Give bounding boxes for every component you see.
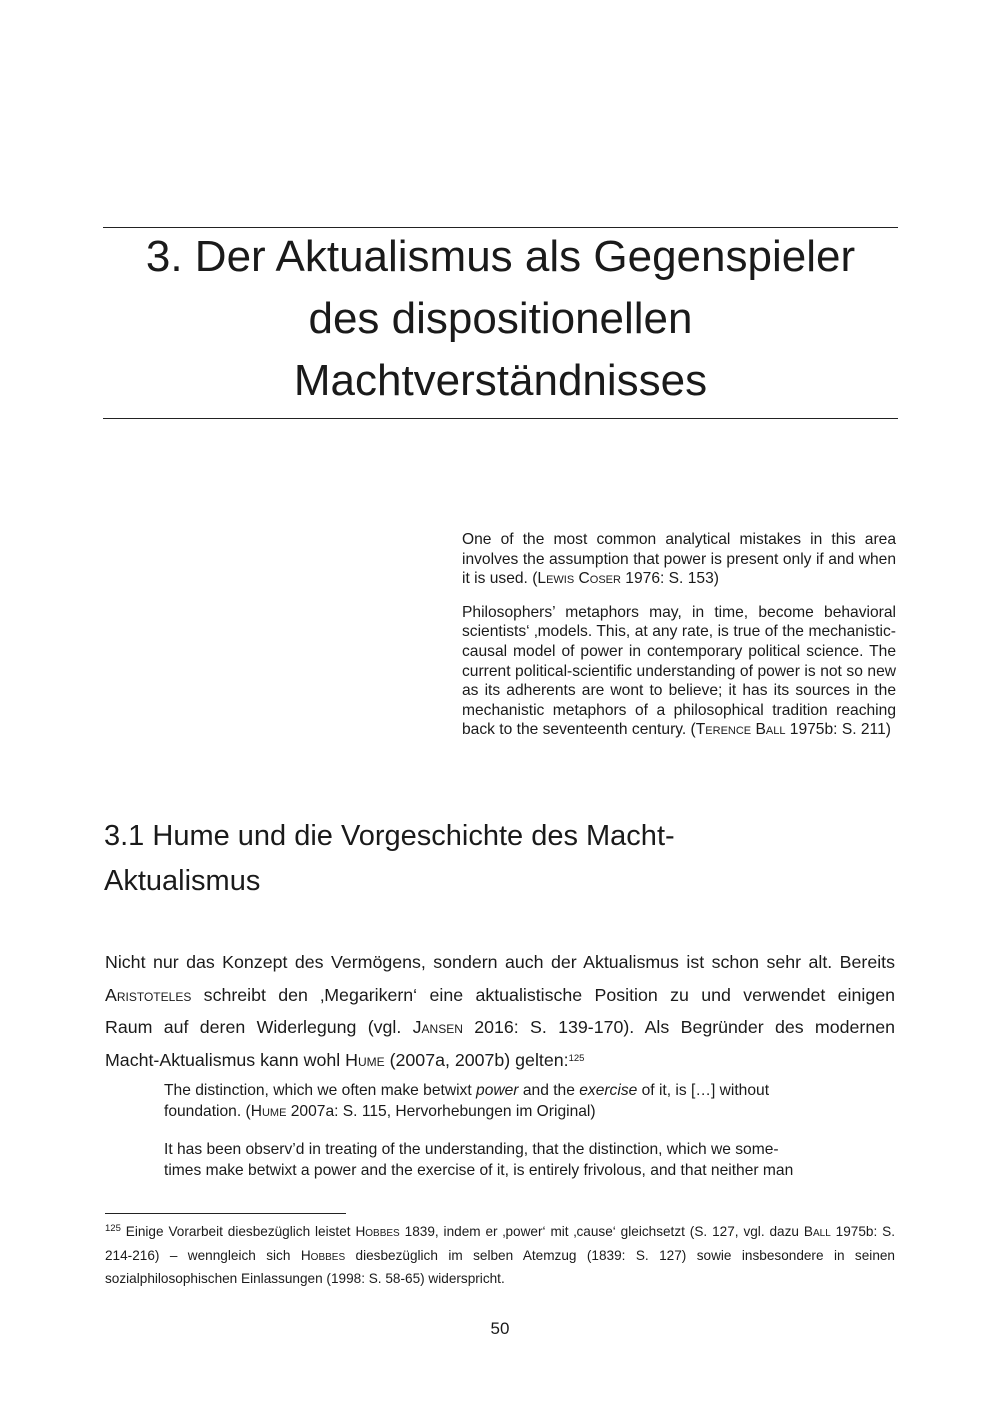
chapter-title-line: 3. Der Aktualismus als Gegenspieler [145, 232, 856, 281]
quote-text-run: and the [518, 1082, 580, 1099]
block-quote-hume-1 [164, 1081, 836, 1122]
footnote-text-run: Einige Vorarbeit diesbezüglich leistet [120, 1224, 356, 1239]
body-line [105, 1011, 895, 1044]
body-text-run: Macht-Aktualismus kann wohl [105, 1049, 346, 1070]
author-name: Hume [250, 1102, 287, 1120]
body-text-run: schreibt den ‚Megarikern‘ eine aktualistische Position zu und verwendet einigen [191, 984, 895, 1005]
epigraph-coser [462, 530, 896, 589]
body-text-run: Raum auf deren Widerlegung (vgl. [105, 1017, 413, 1037]
epigraphs [462, 530, 896, 754]
chapter-bottom-rule [103, 418, 898, 419]
epigraph-quote: One of the most common analytical mistakes in this area involves the assumption that power is present only if and when it is used. ( [462, 531, 896, 588]
quote-text-run: The distinction, which we often make betwixt [164, 1082, 477, 1099]
body-text-run: Nicht nur das Konzept des Vermögens, sondern auch der Aktualismus ist schon sehr alt. Bereits [105, 952, 895, 972]
page-number: 50 [490, 1319, 510, 1338]
body-text-run: (2007a, 2007b) gelten: [384, 1049, 569, 1070]
footnote-text-run: 1975b: S. 214-216) – wenngleich sich [105, 1224, 895, 1263]
quote-text-run: of it, is […] without foundation. ( [164, 1082, 770, 1120]
epigraph-author: Terence Ball [695, 721, 786, 739]
footnote-text-run: 1839, indem er ‚power‘ mit ‚cause‘ gleichsetzt (S. 127, vgl. dazu [399, 1224, 804, 1239]
body-text-run: 2016: S. 139-170). Als Begründer des modernen [462, 1017, 895, 1037]
quote-text-run: 2007a: S. 115, Hervorhebungen im Original) [286, 1102, 596, 1120]
epigraph-ball [462, 603, 896, 740]
quote-line: It has been observ’d in treating of the understanding, that the distinction, which we some- [164, 1141, 779, 1158]
footnote-number: 125 [105, 1223, 121, 1234]
section-title-line: Aktualismus [104, 865, 261, 897]
author-name: Ball [803, 1224, 831, 1239]
emphasis-exercise: exercise [579, 1082, 638, 1099]
author-name: Hobbes [355, 1224, 400, 1239]
section-title-line: 3.1 Hume und die Vorgeschichte des Macht- [104, 820, 675, 852]
body-line [105, 946, 895, 979]
block-quote-hume-2 [164, 1140, 836, 1181]
epigraph-quote: Philosophers’ metaphors may, in time, become behavioral scientists‘ ‚models. This, at any rate, is true of the mechanistic-causal model of power in contemporary political science. The current political-scientific understanding of power is not so new as its adherents are wont to believe; it has its sources in the mechanistic metaphors of a philosophical tradition reaching back to the seventeenth century. ( [462, 603, 896, 739]
body-line [105, 979, 895, 1012]
epigraph-citation: 1975b: S. 211) [785, 721, 891, 739]
footnote-125 [105, 1220, 895, 1291]
chapter-title [103, 226, 898, 412]
chapter-title-line: Machtverständnisses [293, 356, 708, 405]
footnote-separator [105, 1213, 346, 1214]
author-name: Hume [345, 1049, 385, 1070]
body-line [105, 1044, 895, 1077]
epigraph-author: Lewis Coser [537, 570, 621, 588]
author-name: Jansen [412, 1017, 463, 1037]
quote-line: times make betwixt a power and the exercise of it, is entirely frivolous, and that neither man [164, 1161, 794, 1179]
section-title [104, 814, 894, 904]
epigraph-citation: 1976: S. 153) [620, 570, 719, 588]
author-name: Hobbes [300, 1247, 346, 1263]
author-name: Aristoteles [105, 984, 192, 1005]
footnote-text-run: diesbezüglich im selben Atemzug (1839: S. 127) sowie insbesondere in seinen sozialphilosophischen Einlassungen (1998: S. 58-65) widerspricht. [105, 1247, 895, 1286]
chapter-title-line: des dispositionellen [308, 294, 693, 343]
epigraph-text [462, 530, 896, 589]
emphasis-power: power [476, 1082, 519, 1099]
body-paragraph [105, 946, 895, 1076]
epigraph-text [462, 603, 896, 740]
footnote-marker[interactable]: 125 [568, 1052, 585, 1064]
